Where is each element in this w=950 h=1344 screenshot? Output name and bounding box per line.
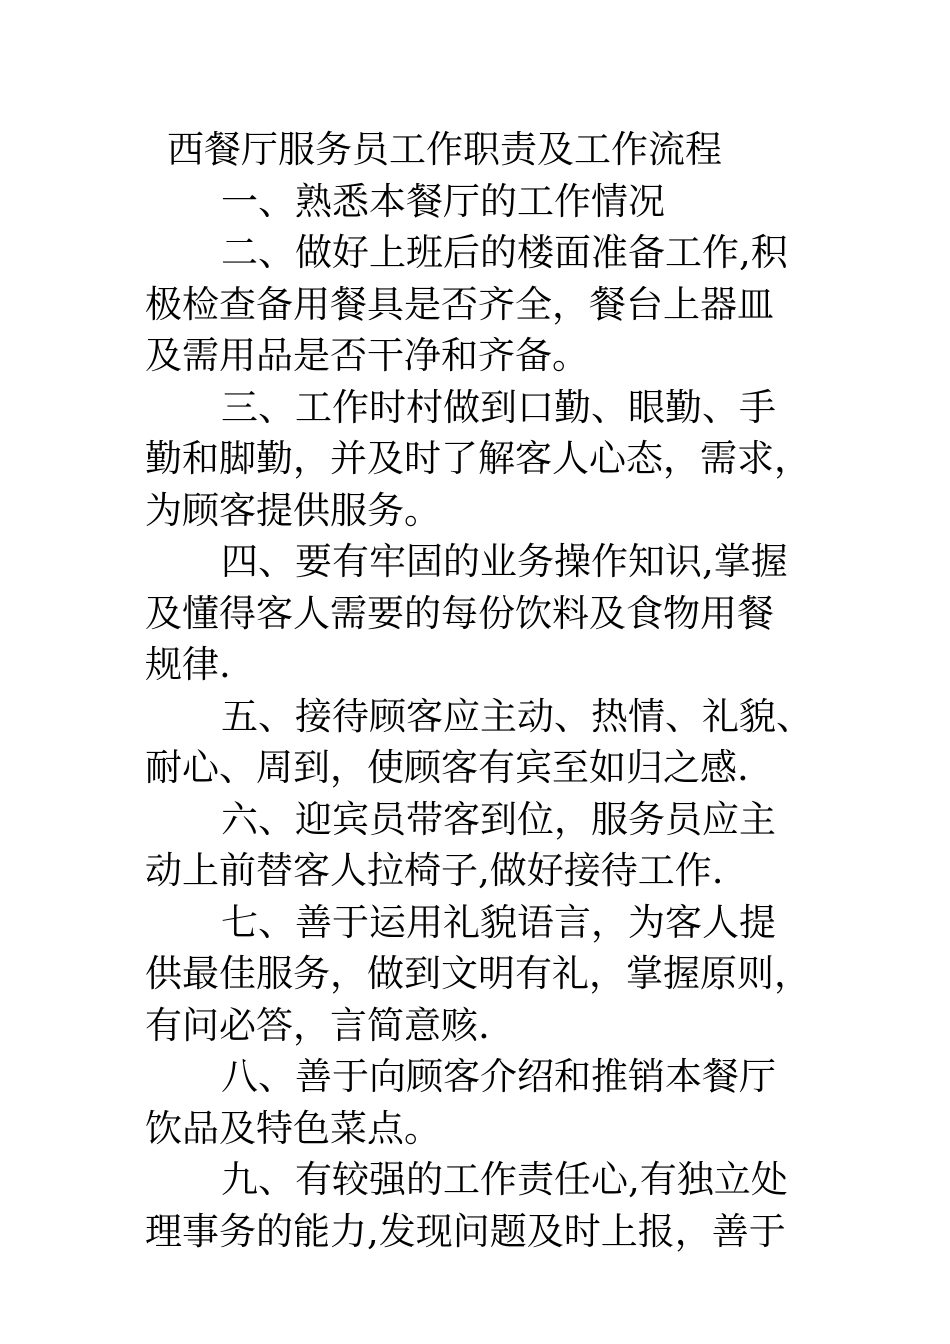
paragraph-8: 八、善于向顾客介绍和推销本餐厅 饮品及特色菜点。	[145, 1055, 776, 1150]
paragraph-7: 七、善于运用礼貌语言，为客人提 供最佳服务，做到文明有礼，掌握原则， 有问必答，言简意赅.	[145, 900, 811, 1047]
paragraph-3: 三、工作时村做到口勤、眼勤、手 勤和脚勤，并及时了解客人心态，需求， 为顾客提供服务。	[145, 385, 811, 532]
paragraph-4: 四、要有牢固的业务操作知识,掌握 及懂得客人需要的每份饮料及食物用餐 规律.	[145, 540, 788, 686]
paragraph-1: 一、熟悉本餐厅的工作情况	[221, 179, 665, 223]
paragraph-2: 二、做好上班后的楼面准备工作,积 极检查备用餐具是否齐全，餐台上器皿 及需用品是否干净和齐备。	[145, 231, 788, 377]
paragraph-9: 九、有较强的工作责任心,有独立处 理事务的能力,发现问题及时上报，善于	[145, 1158, 788, 1253]
paragraph-6: 六、迎宾员带客到位，服务员应主 动上前替客人拉椅子,做好接待工作.	[145, 797, 776, 892]
document-title: 西餐厅服务员工作职责及工作流程	[167, 128, 722, 171]
paragraph-5: 五、接待顾客应主动、热情、礼貌、 耐心、周到，使顾客有宾至如归之感.	[145, 694, 813, 789]
document-body	[145, 124, 835, 1257]
